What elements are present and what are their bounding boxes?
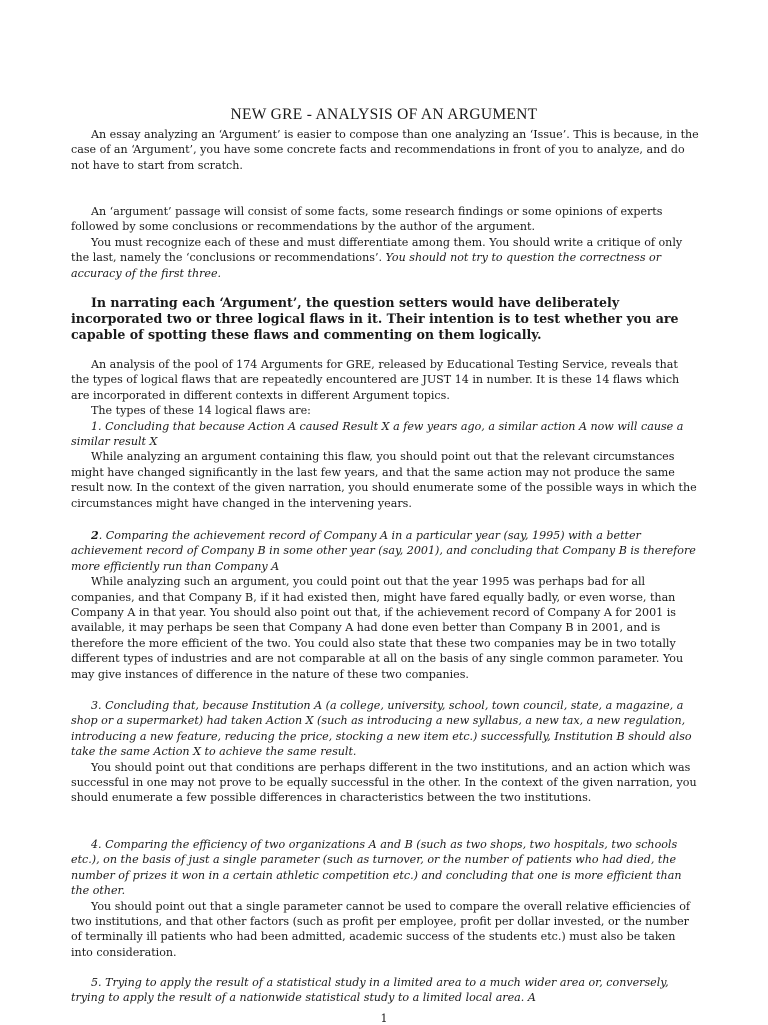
flaw-2-number: 2 [91,529,99,542]
flaw-1-title: 1. Concluding that because Action A caused Result X a few years ago, a similar action A now will cause a similar result X [71,419,684,449]
analysis-block [71,357,699,511]
flaw-2-block [71,528,699,682]
types-intro: The types of these 14 logical flaws are: [91,404,311,418]
flaw-5-title: 5. Trying to apply the result of a statistical study in a limited area to a much wider area or, conversely, trying to apply the result of a nationwide statistical study to a limited local area. A [71,976,669,1005]
recognize-italic-text: You should not try to question the correctness or accuracy of the first three. [71,251,662,280]
page-number: 1 [380,1012,388,1025]
flaw-3-block [71,698,699,806]
flaw-2-title [71,528,699,574]
key-bold-paragraph: In narrating each ‘Argument’, the question setters would have deliberately incorporated two or three logical flaws in it. Their intention is to test whether you are capable of spotting these flaws and commenting on them logically. [71,295,679,342]
flaw-4-title: 4. Comparing the efficiency of two organizations A and B (such as two shops, two hospitals, two schools etc.), on the basis of just a single parameter (such as turnover, or the number of patients who had died, the number of prizes it won in a certain athletic competition etc.) and concluding that one is more efficient than the other. [71,838,682,898]
page-title: NEW GRE - ANALYSIS OF AN ARGUMENT [230,106,538,123]
flaw-3-title: 3. Concluding that, because Institution A (a college, university, school, town council, state, a magazine, a shop or a supermarket) had taken Action X (such as introducing a new syllabus, a new tax, a new regulation, introducing a new feature, reducing the price, stocking a new item etc.) successfully, Institution B should also take the same Action X to achieve the same result. [71,699,692,759]
analysis-paragraph: An analysis of the pool of 174 Arguments for GRE, released by Educational Testing Service, reveals that the types of logical flaws that are repeatedly encountered are JUST 14 in number. It is these 14 flaws which are incorporated in different contexts in different Argument topics. [71,358,680,402]
flaw-4-block [71,837,699,960]
flaw-2-title-text: . Comparing the achievement record of Company A in a particular year (say, 1995) with a better achievement record of Company B in some other year (say, 2001), and concluding that Company B is therefore more efficiently run than Company A [71,529,696,573]
passage-block [71,204,699,281]
flaw-5-block [71,975,699,1006]
flaw-1-body: While analyzing an argument containing this flaw, you should point out that the relevant circumstances might have changed significantly in the last few years, and that the same action may not produce the same result now. In the context of the given narration, you should enumerate some of the possible ways in which the circumstances might have changed in the intervening years. [71,450,697,510]
flaw-2-body: While analyzing such an argument, you could point out that the year 1995 was perhaps bad for all companies, and that Company B, if it had existed then, might have fared equally badly, or even worse, than Company A in that year. You should also point out that, if the achievement record of Company A for 2001 is available, it may perhaps be seen that Company A had done even better than Company B in 2001, and is therefore the more efficient of the two. You could also state that these two companies may be in two totally different types of industries and are not comparable at all on the basis of any single common parameter. You may give instances of difference in the nature of these two companies. [71,575,684,681]
flaw-3-body: You should point out that conditions are perhaps different in the two institutions, and an action which was successful in one may not prove to be equally successful in the other. In the context of the given narration, you should enumerate a few possible differences in characteristics between the two institutions. [71,760,697,805]
recognize-paragraph [71,235,699,281]
bold-block [71,295,699,343]
passage-description-paragraph: An ‘argument’ passage will consist of some facts, some research findings or some opinions of experts followed by some conclusions or recommendations by the author of the argument. [71,205,663,234]
recognize-text: You must recognize each of these and must differentiate among them. You should write a critique of only the last, namely the ‘conclusions or recommendations’. [71,235,683,265]
intro-paragraph: An essay analyzing an ‘Argument’ is easier to compose than one analyzing an ‘Issue’. This is because, in the case of an ‘Argument’, you have some concrete facts and recommendations in front of you to analyze, and do not have to start from scratch. [71,128,699,172]
flaw-4-body: You should point out that a single parameter cannot be used to compare the overall relative efficiencies of two institutions, and that other factors (such as profit per employee, profit per dollar invested, or the number of terminally ill patients who had been admitted, academic success of the students etc.) must also be taken into consideration. [71,899,690,959]
intro-block [71,127,699,173]
